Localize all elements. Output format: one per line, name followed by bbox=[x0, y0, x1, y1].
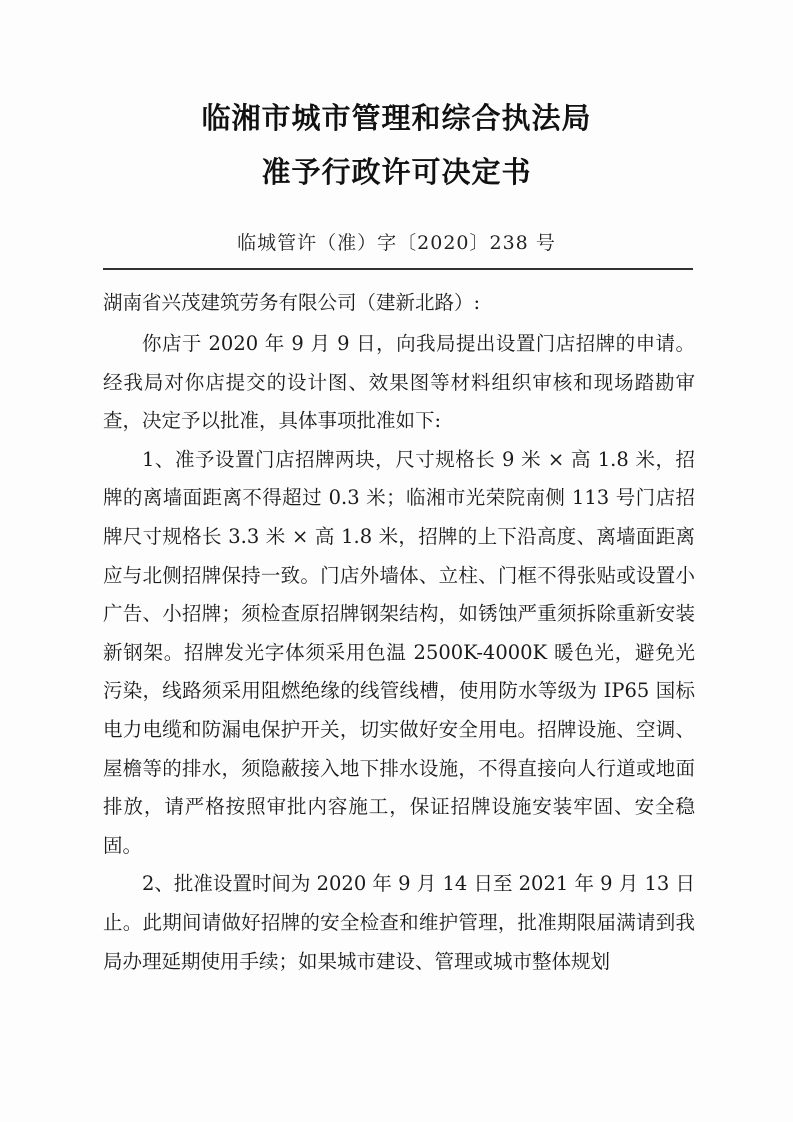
body-text bbox=[103, 325, 695, 981]
document-title: 准予行政许可决定书 bbox=[261, 155, 532, 189]
header-divider bbox=[103, 268, 693, 270]
issuer-title: 临湘市城市管理和综合执法局 bbox=[201, 101, 592, 135]
paragraph-item-2: 2、批准设置时间为 2020 年 9 月 14 日至 2021 年 9 月 13 日止。此期间请做好招牌的安全检查和维护管理，批准期限届满请到我局办理延期使用手续；如果城市建设、管理或城市整体规划 bbox=[103, 872, 695, 973]
document-number: 临城管许（准）字〔2020〕238 号 bbox=[237, 232, 556, 254]
paragraph-intro: 你店于 2020 年 9 月 9 日，向我局提出设置门店招牌的申请。经我局对你店提交的设计图、效果图等材料组织审核和现场踏勘审查，决定予以批准，具体事项批准如下: bbox=[103, 332, 695, 433]
paragraph-item-1: 1、准予设置门店招牌两块，尺寸规格长 9 米 × 高 1.8 米，招牌的离墙面距离不得超过 0.3 米；临湘市光荣院南侧 113 号门店招牌尺寸规格长 3.3 米 × 高 1.8 米，招牌的上下沿高度、离墙面距离应与北侧招牌保持一致。门店外墙体、立柱、门框不得张贴或设置小广告、小招牌；须检查原招牌钢架结构，如锈蚀严重须拆除重新安装新钢架。招牌发光字体须采用色温 2500K-4000K 暖色光，避免光污染，线路须采用阻燃绝缘的线管线槽，使用防水等级为 IP65 国标电力电缆和防漏电保护开关，切实做好安全用电。招牌设施、空调、屋檐等的排水，须隐蔽接入地下排水设施，不得直接向人行道或地面排放，请严格按照审批内容施工，保证招牌设施安装牢固、安全稳固。 bbox=[103, 447, 695, 857]
recipient-line: 湖南省兴茂建筑劳务有限公司（建新北路）: bbox=[103, 291, 481, 314]
